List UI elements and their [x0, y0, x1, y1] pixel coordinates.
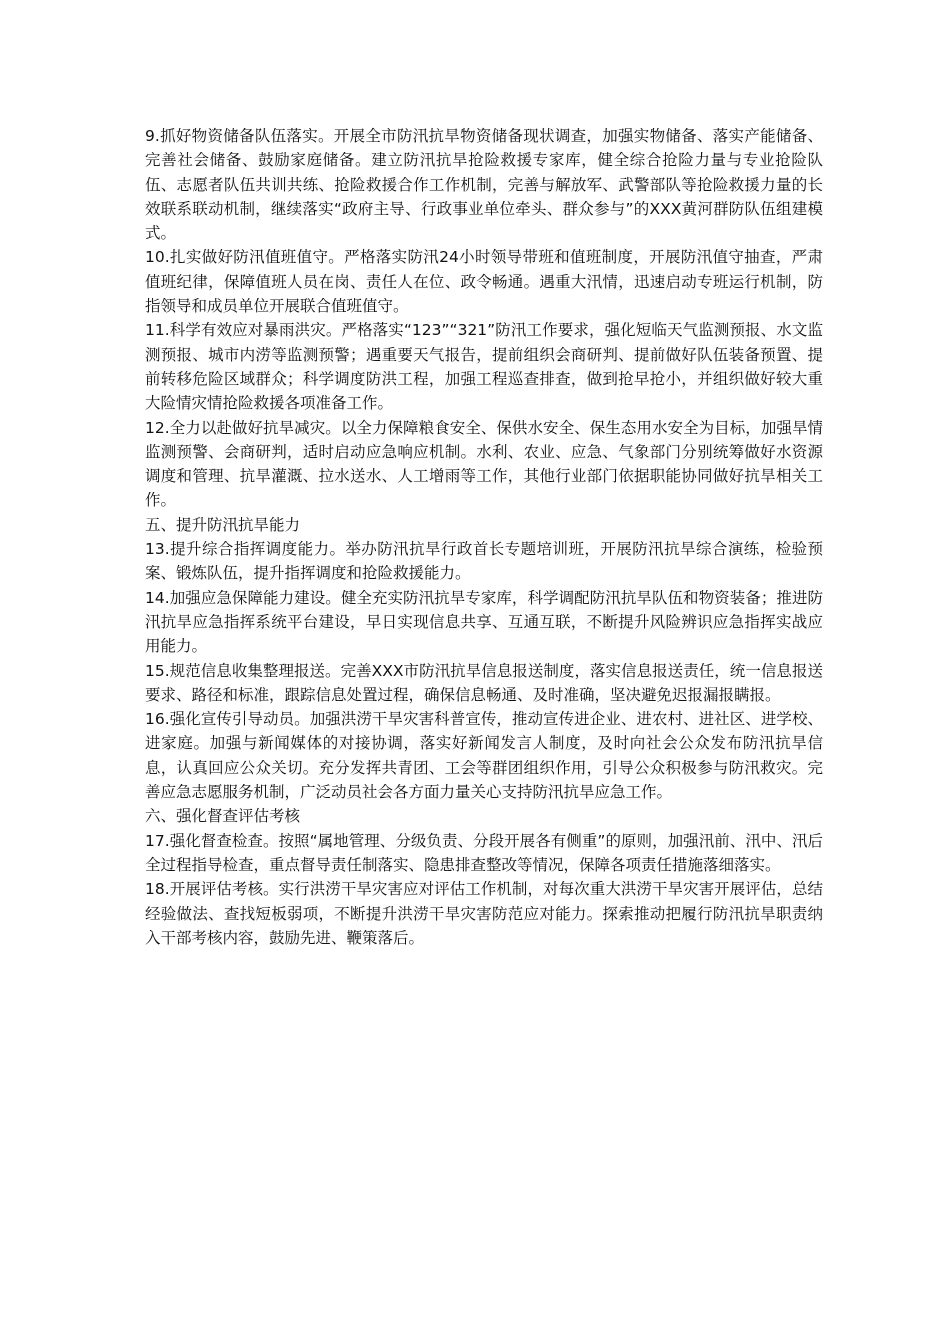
paragraph-item-13: 13.提升综合指挥调度能力。举办防汛抗旱行政首长专题培训班，开展防汛抗旱综合演练，检验预案、锻炼队伍，提升指挥调度和抢险救援能力。: [145, 540, 823, 583]
paragraph-item-15: 15.规范信息收集整理报送。完善XXX市防汛抗旱信息报送制度，落实信息报送责任，统一信息报送要求、路径和标准，跟踪信息处置过程，确保信息畅通、及时准确，坚决避免迟报漏报瞒报。: [145, 661, 823, 704]
paragraph-item-9: 9.抓好物资储备队伍落实。开展全市防汛抗旱物资储备现状调查，加强实物储备、落实产能储备、完善社会储备、鼓励家庭储备。建立防汛抗旱抢险救援专家库，健全综合抢险力量与专业抢险队伍、志愿者队伍共训共练、抢险救援合作工作机制，完善与解放军、武警部队等抢险救援力量的长效联系联动机制，继续落实“政府主导、行政事业单位牵头、群众参与”的XXX黄河群防队伍组建模式。: [145, 127, 823, 243]
document-page: [145, 124, 823, 950]
paragraph-item-11: 11.科学有效应对暴雨洪灾。严格落实“123”“321”防汛工作要求，强化短临天气监测预报、水文监测预报、城市内涝等监测预警；遇重要天气报告，提前组织会商研判、提前做好队伍装备预置、提前转移危险区域群众；科学调度防洪工程，加强工程巡查排查，做到抢早抢小，并组织做好较大重大险情灾情抢险救援各项准备工作。: [145, 321, 823, 413]
section-heading-6: 六、强化督查评估考核: [145, 807, 301, 826]
paragraph-item-16: 16.强化宣传引导动员。加强洪涝干旱灾害科普宣传，推动宣传进企业、进农村、进社区、进学校、进家庭。加强与新闻媒体的对接协调，落实好新闻发言人制度，及时向社会公众发布防汛抗旱信息，认真回应公众关切。充分发挥共青团、工会等群团组织作用，引导公众积极参与防汛救灾。完善应急志愿服务机制，广泛动员社会各方面力量关心支持防汛抗旱应急工作。: [145, 710, 823, 802]
paragraph-item-17: 17.强化督查检查。按照“属地管理、分级负责、分段开展各有侧重”的原则，加强汛前、汛中、汛后全过程指导检查，重点督导责任制落实、隐患排查整改等情况，保障各项责任措施落细落实。: [145, 831, 823, 874]
paragraph-item-18: 18.开展评估考核。实行洪涝干旱灾害应对评估工作机制，对每次重大洪涝干旱灾害开展评估，总结经验做法、查找短板弱项，不断提升洪涝干旱灾害防范应对能力。探索推动把履行防汛抗旱职责纳入干部考核内容，鼓励先进、鞭策落后。: [145, 880, 823, 947]
paragraph-item-10: 10.扎实做好防汛值班值守。严格落实防汛24小时领导带班和值班制度，开展防汛值守抽查，严肃值班纪律，保障值班人员在岗、责任人在位、政令畅通。遇重大汛情，迅速启动专班运行机制，防指领导和成员单位开展联合值班值守。: [145, 248, 823, 316]
paragraph-item-14: 14.加强应急保障能力建设。健全充实防汛抗旱专家库，科学调配防汛抗旱队伍和物资装备；推进防汛抗旱应急指挥系统平台建设，早日实现信息共享、互通互联，不断提升风险辨识应急指挥实战应用能力。: [145, 588, 823, 656]
paragraph-item-12: 12.全力以赴做好抗旱减灾。以全力保障粮食安全、保供水安全、保生态用水安全为目标，加强旱情监测预警、会商研判，适时启动应急响应机制。水利、农业、应急、气象部门分别统筹做好水资源调度和管理、抗旱灌溉、拉水送水、人工增雨等工作，其他行业部门依据职能协同做好抗旱相关工作。: [145, 418, 823, 510]
section-heading-5: 五、提升防汛抗旱能力: [145, 515, 301, 534]
